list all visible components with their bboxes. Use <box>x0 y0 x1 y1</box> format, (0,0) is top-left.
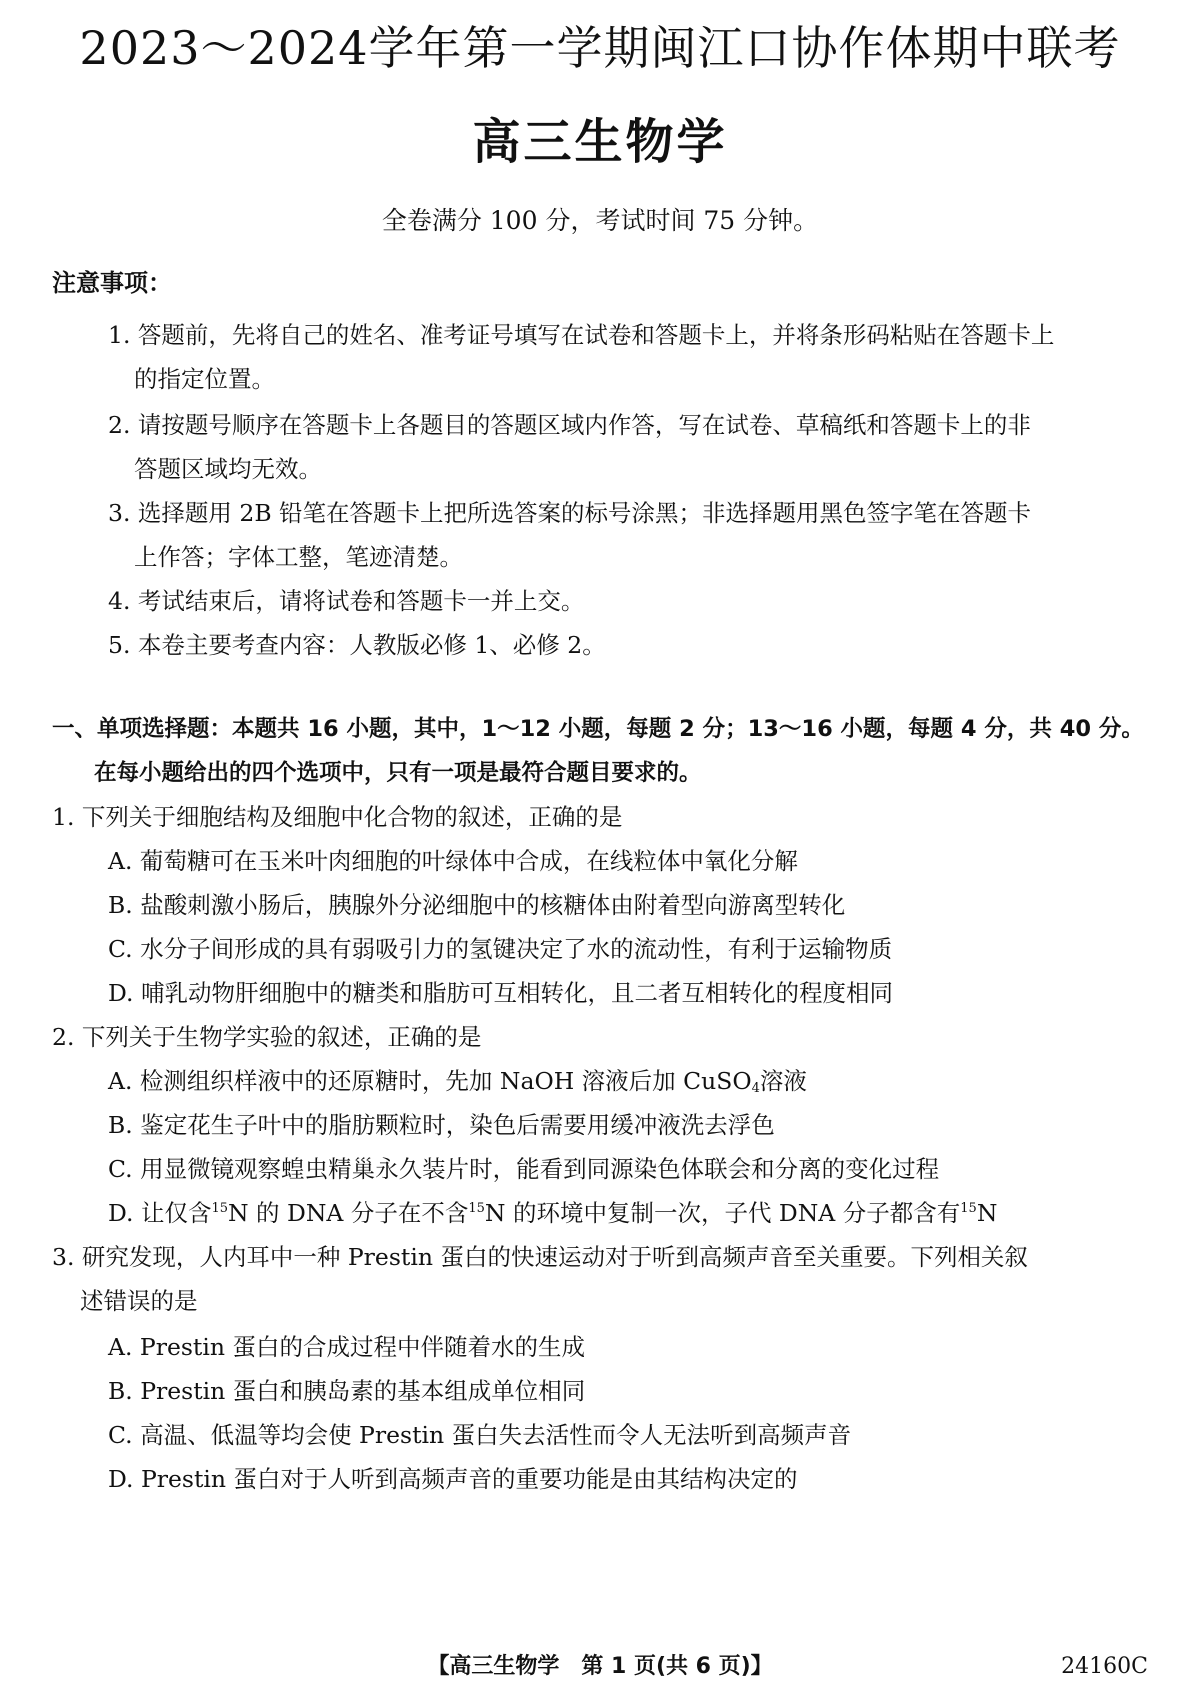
q2-option-d: D. 让仅含$^{15}$N 的 DNA 分子在不含$^{15}$N 的环境中复制一次，子代 DNA 分子都含有$^{15}$N <box>108 1199 998 1227</box>
notice-heading: 注意事项： <box>52 269 172 297</box>
notice-item-4: 4. 考试结束后，请将试卷和答题卡一并上交。 <box>108 587 585 615</box>
q3-stem-cont: 述错误的是 <box>80 1287 198 1315</box>
q3-option-a: A. Prestin 蛋白的合成过程中伴随着水的生成 <box>108 1333 585 1361</box>
q2-option-c: C. 用显微镜观察蝗虫精巢永久装片时，能看到同源染色体联会和分离的变化过程 <box>108 1155 940 1183</box>
q3-option-d: D. Prestin 蛋白对于人听到高频声音的重要功能是由其结构决定的 <box>108 1465 798 1493</box>
page-footer: 【高三生物学 第 1 页(共 6 页)】 <box>427 1654 773 1679</box>
notice-item-2: 2. 请按题号顺序在答题卡上各题目的答题区域内作答，写在试卷、草稿纸和答题卡上的非 <box>108 411 1031 439</box>
notice-item-3: 3. 选择题用 2B 铅笔在答题卡上把所选答案的标号涂黑；非选择题用黑色签字笔在答题卡 <box>108 499 1032 527</box>
section1-heading: 一、单项选择题：本题共 16 小题，其中，1～12 小题，每题 2 分；13～16 小题，每题 4 分，共 40 分。 <box>52 716 1144 742</box>
score-time-info: 全卷满分 100 分，考试时间 75 分钟。 <box>381 206 819 235</box>
q3-option-c: C. 高温、低温等均会使 Prestin 蛋白失去活性而令人无法听到高频声音 <box>108 1421 852 1449</box>
paper-code: 24160C <box>1061 1654 1148 1679</box>
section1-instruction: 在每小题给出的四个选项中，只有一项是最符合题目要求的。 <box>94 760 702 786</box>
q3-option-b: B. Prestin 蛋白和胰岛素的基本组成单位相同 <box>108 1377 586 1405</box>
q2-option-b: B. 鉴定花生子叶中的脂肪颗粒时，染色后需要用缓冲液洗去浮色 <box>108 1111 775 1139</box>
notice-item-2-cont: 答题区域均无效。 <box>134 455 322 483</box>
q1-stem: 1. 下列关于细胞结构及细胞中化合物的叙述，正确的是 <box>52 803 623 831</box>
q1-option-a: A. 葡萄糖可在玉米叶肉细胞的叶绿体中合成，在线粒体中氧化分解 <box>108 847 798 875</box>
notice-item-1: 1. 答题前，先将自己的姓名、准考证号填写在试卷和答题卡上，并将条形码粘贴在答题卡上 <box>108 321 1055 349</box>
notice-item-1-cont: 的指定位置。 <box>134 365 275 393</box>
notice-item-3-cont: 上作答；字体工整，笔迹清楚。 <box>134 543 463 571</box>
exam-title: 2023～2024学年第一学期闽江口协作体期中联考 <box>79 21 1121 75</box>
subject-title: 高三生物学 <box>472 114 728 170</box>
q1-option-b: B. 盐酸刺激小肠后，胰腺外分泌细胞中的核糖体由附着型向游离型转化 <box>108 891 846 919</box>
q1-option-c: C. 水分子间形成的具有弱吸引力的氢键决定了水的流动性，有利于运输物质 <box>108 935 893 963</box>
q1-option-d: D. 哺乳动物肝细胞中的糖类和脂肪可互相转化，且二者互相转化的程度相同 <box>108 979 893 1007</box>
q2-stem: 2. 下列关于生物学实验的叙述，正确的是 <box>52 1023 482 1051</box>
q3-stem: 3. 研究发现，人内耳中一种 Prestin 蛋白的快速运动对于听到高频声音至关重要。下列相关叙 <box>52 1243 1028 1271</box>
notice-item-5: 5. 本卷主要考查内容：人教版必修 1、必修 2。 <box>108 631 606 659</box>
q2-option-a: A. 检测组织样液中的还原糖时，先加 NaOH 溶液后加 CuSO$_4$溶液 <box>108 1067 807 1096</box>
